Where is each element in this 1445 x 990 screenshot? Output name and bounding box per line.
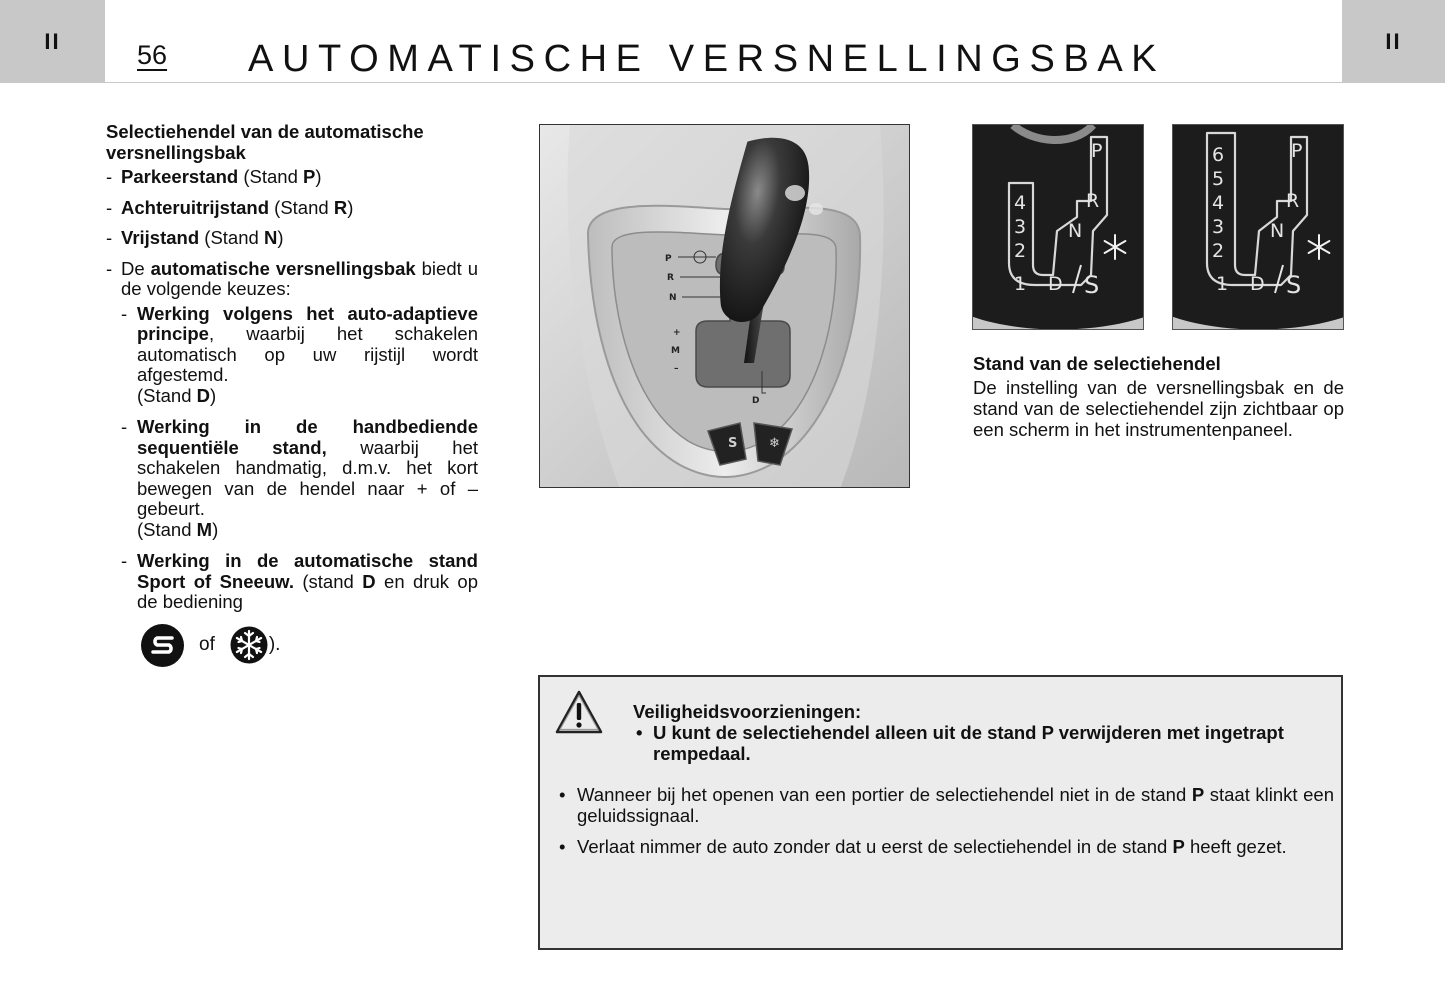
gear-selector-photo xyxy=(539,124,910,488)
gate-label-p: P xyxy=(665,254,672,264)
selector-position-section xyxy=(973,353,1344,440)
display1-letter-r: R xyxy=(1086,190,1100,212)
sub-item-sport-snow xyxy=(121,551,478,613)
bullet-letter: P xyxy=(1172,836,1185,857)
sub-letter: D xyxy=(196,384,211,406)
display1-letter-p: P xyxy=(1091,140,1103,162)
bullet-letter: P xyxy=(1191,784,1205,805)
warning-triangle-icon xyxy=(554,689,604,735)
gate-label-minus: – xyxy=(674,364,679,374)
bullet-text: Wanneer bij het openen van een portier de selectiehendel niet in de stand xyxy=(577,784,1192,805)
display2-digit-6: 6 xyxy=(1212,144,1225,166)
item-letter: N xyxy=(263,227,278,248)
safety-warning-box xyxy=(538,675,1343,950)
display1-letter-d: D xyxy=(1048,273,1063,295)
sub-text: (Stand xyxy=(137,518,197,540)
display2-letter-r: R xyxy=(1286,190,1300,212)
item-text: ) xyxy=(315,166,322,187)
instrument-display-4-speed xyxy=(972,124,1144,330)
item-text: biedt u de volgende keuzes: xyxy=(121,257,478,299)
item-text: (Stand xyxy=(238,166,304,187)
item-letter: P xyxy=(303,166,316,187)
gate-label-n: N xyxy=(669,293,677,303)
item-text: (Stand xyxy=(199,227,264,248)
sub-bold: Werking in de automatische stand Sport of Sneeuw. xyxy=(137,550,478,592)
page-number: 56 xyxy=(137,40,168,70)
bullet-text: heeft gezet. xyxy=(1184,836,1287,857)
display1-digit-3: 3 xyxy=(1014,216,1027,238)
section-heading: Selectiehendel van de automatische versnellingsbak xyxy=(106,121,424,163)
bullet-text: staat klinkt een geluidssignaal. xyxy=(577,784,1334,826)
gate-label-d: D xyxy=(752,396,760,406)
warning-bullet-list xyxy=(559,784,1334,867)
sub-text: ) xyxy=(210,384,217,406)
item-text: ) xyxy=(277,227,284,248)
item-letter: R xyxy=(333,196,348,218)
display2-letter-n: N xyxy=(1270,220,1285,242)
sub-bold: Werking in de handbediende sequentiële stand, xyxy=(137,416,478,458)
item-bold: Vrijstand xyxy=(121,227,200,248)
item-bold: automatische versnellingsbak xyxy=(150,257,416,279)
display2-letter-d: D xyxy=(1250,273,1265,295)
warning-bold-bullet: • U kunt de selectiehendel alleen uit de stand P verwijderen met ingetrapt rempedaal. xyxy=(636,722,1334,764)
sport-mode-icon xyxy=(141,624,184,667)
display2-digit-5: 5 xyxy=(1212,168,1225,190)
list-item-reverse xyxy=(106,198,478,219)
snow-button-label: ❄ xyxy=(769,436,780,451)
or-text: of xyxy=(199,633,215,655)
icons-close-text: ). xyxy=(268,633,281,655)
chapter-tab-right xyxy=(1342,0,1445,83)
sub-letter: M xyxy=(196,518,213,540)
mode-icons-row xyxy=(121,624,478,667)
sub-item-sequential xyxy=(121,417,478,540)
sub-text: (stand xyxy=(293,570,363,592)
sub-text: en druk op de bediening xyxy=(137,570,479,612)
item-text: De xyxy=(121,257,151,279)
display1-digit-4: 4 xyxy=(1014,192,1027,214)
gate-label-r: R xyxy=(667,273,674,283)
sub-item-auto-adaptive xyxy=(121,304,478,407)
sub-text: , waarbij het schakelen automatisch op uw rijstijl wordt afgestemd. xyxy=(137,323,478,385)
header-divider xyxy=(0,82,1445,83)
gear-selector-illustration xyxy=(540,125,910,488)
display2-digit-2: 2 xyxy=(1212,240,1225,262)
display1-letter-s: S xyxy=(1084,271,1100,299)
list-item-parking xyxy=(106,167,478,188)
left-column xyxy=(106,121,478,677)
sub-letter: D xyxy=(362,570,376,592)
item-text: (Stand xyxy=(269,196,334,218)
instrument-display-6-speed xyxy=(1172,124,1344,330)
bullet-text: Verlaat nimmer de auto zonder dat u eerst de selectiehendel in de stand xyxy=(577,836,1173,857)
display2-digit-3: 3 xyxy=(1212,216,1225,238)
selector-position-body: De instelling van de versnellingsbak en de stand van de selectiehendel zijn zichtbaar op een scherm in het instrumentenpaneel. xyxy=(973,377,1344,440)
display2-digit-1: 1 xyxy=(1216,273,1229,295)
sub-text: ) xyxy=(212,518,219,540)
chapter-tab-left xyxy=(0,0,105,83)
item-bold: Parkeerstand xyxy=(121,166,239,187)
sub-bold: Werking volgens het auto-adaptieve principe xyxy=(137,302,478,344)
page-title: AUTOMATISCHE VERSNELLINGSBAK xyxy=(248,38,1166,80)
display1-digit-1: 1 xyxy=(1014,273,1027,295)
display2-letter-s: S xyxy=(1286,271,1302,299)
sub-text: (Stand xyxy=(137,384,197,406)
selector-position-heading: Stand van de selectiehendel xyxy=(973,353,1221,374)
chapter-marker-left: II xyxy=(44,28,61,54)
sub-text: waarbij het schakelen handmatig, d.m.v. het kort bewegen van de hendel naar + of – gebeurt. xyxy=(137,436,478,519)
display2-digit-4: 4 xyxy=(1212,192,1225,214)
item-text: ) xyxy=(347,196,354,218)
list-item-neutral xyxy=(106,228,478,249)
gate-label-plus: + xyxy=(673,328,681,338)
display1-letter-n: N xyxy=(1068,220,1083,242)
warning-bullet-leave xyxy=(559,836,1334,857)
list-item-automatic xyxy=(106,259,478,667)
item-bold: Achteruitrijstand xyxy=(121,196,270,218)
warning-title: Veiligheidsvoorzieningen: xyxy=(633,701,862,722)
chapter-marker-right: II xyxy=(1385,28,1402,54)
mode-sublist xyxy=(121,304,478,613)
gate-label-m: M xyxy=(671,346,680,356)
position-list xyxy=(106,167,478,667)
display2-letter-p: P xyxy=(1291,140,1303,162)
display1-digit-2: 2 xyxy=(1014,240,1027,262)
s-button-label: S xyxy=(728,436,738,451)
warning-bullet-door xyxy=(559,784,1334,826)
snow-mode-icon xyxy=(229,625,269,665)
